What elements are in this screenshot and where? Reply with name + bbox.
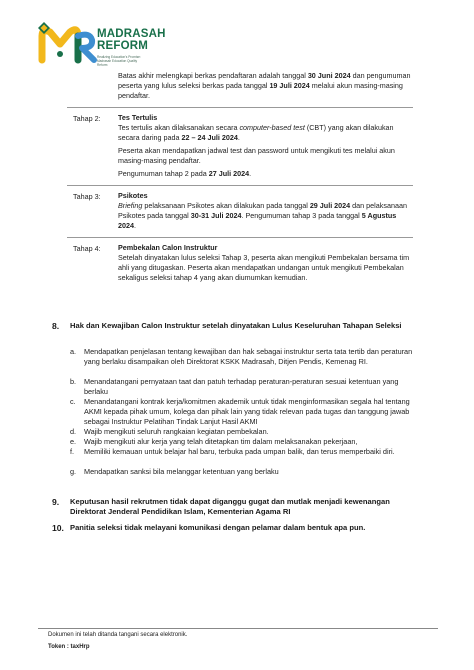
stage-row-body — [118, 108, 413, 185]
stage-title: Pembekalan Calon Instruktur — [118, 243, 218, 252]
stage-row-body — [118, 238, 413, 289]
stage-title: Psikotes — [118, 191, 148, 200]
stage-label: Tahap 2: — [73, 114, 101, 123]
section-number: 9. — [52, 497, 60, 507]
list-item: b. Menandatangani pernyataan taat dan patuh terhadap peraturan-peraturan sesuai ketentuan yang berlaku — [70, 377, 399, 396]
section-8 — [52, 321, 410, 331]
section-number: 8. — [52, 321, 60, 331]
stage-row-3 — [67, 185, 413, 237]
logo-title — [97, 28, 166, 52]
stage-row-1-continued — [67, 66, 413, 107]
stage-row-2 — [67, 107, 413, 185]
stage2-paragraph-2: Peserta akan mendapatkan jadwal test dan password untuk mengikuti tes melalui akun masing-masing pendaftar. — [118, 146, 395, 165]
stage-label: Tahap 3: — [73, 192, 101, 201]
stage-row-4 — [67, 237, 413, 289]
madrasah-reform-logo — [38, 22, 188, 70]
logo-tagline: Realizing Education's Promise: Madrasah Education Quality Reform — [97, 55, 141, 67]
section-number: 10. — [52, 523, 64, 533]
footer-esign-note: Dokumen ini telah ditanda tangani secara elektronik. — [48, 632, 188, 638]
list-item: a. Mendapatkan penjelasan tentang kewajiban dan hak sebagai instruktur serta tata tertib dan peraturan yang berlaku disampaikan oleh Direktorat KSKK Madrasah, Ditjen Pendis, Kemenag RI. — [70, 347, 413, 366]
footer-token: Token : taxHrp — [48, 644, 90, 650]
stages-table — [67, 66, 413, 289]
footer-divider — [38, 628, 438, 629]
list-item: c. Menandatangani kontrak kerja/komitmen akademik untuk tidak menginformasikan segala hal tentang AKMI kepada pihak umum, kolega dan pihak lain yang tidak relevan pada tugas dan tanggung jawab sebagai Instruktur Pelatihan Tindak Lanjut Hasil AKMI — [70, 397, 410, 426]
stage4-paragraph: Setelah dinyatakan lulus seleksi Tahap 3, peserta akan mengikuti Pembekalan bersama tim ahli yang ditugaskan. Peserta akan mendapatkan undangan untuk mengikuti Pembekalan sekaligus seleksi tahap 4 yang akan diumumkan kemudian. — [118, 253, 410, 282]
stage3-paragraph: Briefing pelaksanaan Psikotes akan dilakukan pada tanggal 29 Juli 2024 dan pelaksanaan Psikotes pada tanggal 30-31 Juli 2024. Pengumuman tahap 3 pada tanggal 5 Agustus 2024. — [118, 201, 407, 230]
stage-title: Tes Tertulis — [118, 113, 158, 122]
stage2-paragraph-1: Tes tertulis akan dilaksanakan secara computer-based test (CBT) yang akan dilakukan secara daring pada 22 – 24 Juli 2024. — [118, 123, 394, 142]
logo-title-line1: MADRASAH — [97, 28, 166, 40]
section-9 — [52, 497, 410, 517]
list-item: f. Memiliki kemauan untuk belajar hal baru, terbuka pada umpan balik, dan terus memperbaiki diri. — [70, 447, 395, 456]
section-heading: Hak dan Kewajiban Calon Instruktur setelah dinyatakan Lulus Keseluruhan Tahapan Seleksi — [70, 321, 402, 330]
kemenag-emblem-icon — [38, 22, 50, 34]
stage-label: Tahap 4: — [73, 244, 101, 253]
section-heading: Keputusan hasil rekrutmen tidak dapat diganggu gugat dan mutlak menjadi kewenangan Direktorat Jenderal Pendidikan Islam, Kementerian Agama RI — [70, 497, 390, 516]
list-item: d. Wajib mengikuti seluruh rangkaian kegiatan pembekalan. — [70, 427, 269, 436]
stage-row-body — [118, 186, 413, 237]
section-heading: Panitia seleksi tidak melayani komunikasi dengan pelamar dalam bentuk apa pun. — [70, 523, 366, 532]
list-item: g. Mendapatkan sanksi bila melanggar ketentuan yang berlaku — [70, 467, 279, 476]
stage-row-body — [118, 66, 413, 107]
section-10 — [52, 523, 410, 533]
stage2-paragraph-3: Pengumuman tahap 2 pada 27 Juli 2024. — [118, 169, 252, 178]
list-item: e. Wajib mengikuti alur kerja yang telah ditetapkan tim dalam melaksanakan pekerjaan, — [70, 437, 358, 446]
logo-title-line2: REFORM — [97, 40, 149, 52]
stage1-paragraph: Batas akhir melengkapi berkas pendaftaran adalah tanggal 30 Juni 2024 dan pengumuman peserta yang lulus seleksi berkas pada tanggal 19 Juli 2024 melalui akun masing-masing pendaftar. — [118, 71, 411, 100]
